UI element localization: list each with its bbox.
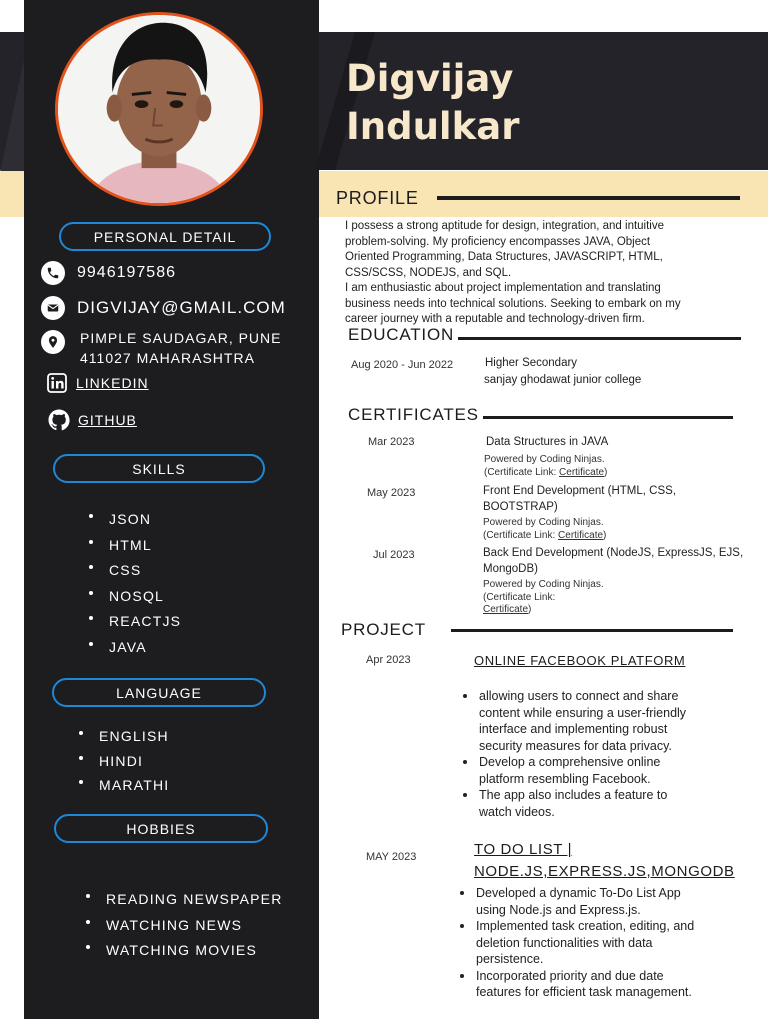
certificate-link-suffix: ) xyxy=(604,466,608,478)
bullet-line: features for efficient task management. xyxy=(476,985,692,999)
list-item: WATCHING MOVIES xyxy=(86,938,283,964)
list-item xyxy=(461,787,686,820)
list-item: MARATHI xyxy=(79,773,169,798)
phone-number: 9946197586 xyxy=(77,264,176,281)
list-item: ENGLISH xyxy=(79,724,169,749)
certificate-link-suffix: ) xyxy=(603,529,607,541)
certificate-title xyxy=(483,546,743,577)
linkedin-row[interactable] xyxy=(47,373,149,393)
project-date: MAY 2023 xyxy=(366,851,417,863)
list-item: NOSQL xyxy=(89,584,181,610)
name-last: Indulkar xyxy=(346,105,520,148)
profile-line: career journey with a reputable and technology-driven firm. xyxy=(345,313,645,325)
list-item: CSS xyxy=(89,558,181,584)
language-heading: LANGUAGE xyxy=(52,678,266,707)
certificate-title: Data Structures in JAVA xyxy=(486,436,609,448)
education-degree: Higher Secondary xyxy=(485,357,578,369)
bullet-line: security measures for data privacy. xyxy=(479,738,672,753)
list-item xyxy=(458,918,694,968)
phone-icon xyxy=(41,261,65,285)
list-item: JSON xyxy=(89,507,181,533)
address-line-2: 411027 MAHARASHTRA xyxy=(80,350,255,366)
certificate-link-prefix: (Certificate Link: xyxy=(483,529,559,541)
list-item: READING NEWSPAPER xyxy=(86,887,283,913)
person-portrait-icon xyxy=(58,15,260,203)
certificate-details xyxy=(483,517,606,542)
certificate-link[interactable]: Certificate xyxy=(558,529,604,541)
profile-summary xyxy=(345,219,681,328)
certificate-provider: Powered by Coding Ninjas. xyxy=(483,579,604,590)
bullet-line: persistence. xyxy=(476,952,544,966)
certificate-title-line: MongoDB) xyxy=(483,562,538,575)
candidate-name xyxy=(346,55,519,151)
bullet-line: watch videos. xyxy=(479,804,555,819)
profile-line: CSS/SCSS, NODEJS, and SQL. xyxy=(345,266,512,279)
skills-heading: SKILLS xyxy=(53,454,265,483)
list-item: WATCHING NEWS xyxy=(86,913,283,939)
address-text xyxy=(80,328,282,368)
list-item: HTML xyxy=(89,533,181,559)
certificates-rule xyxy=(483,416,733,419)
bullet-line: Developed a dynamic To-Do List App xyxy=(476,886,681,900)
bullet-line: interface and implementing robust xyxy=(479,722,668,736)
skills-list xyxy=(89,507,181,660)
certificate-link-line xyxy=(483,530,606,543)
github-icon[interactable] xyxy=(47,408,71,432)
address-row xyxy=(41,328,282,368)
certificate-date: Jul 2023 xyxy=(373,549,415,561)
linkedin-link[interactable]: LINKEDIN xyxy=(76,375,149,391)
list-item xyxy=(458,968,694,1001)
email-address[interactable]: DIGVIJAY@GMAIL.COM xyxy=(77,298,286,317)
profile-heading: PROFILE xyxy=(336,188,419,208)
education-date: Aug 2020 - Jun 2022 xyxy=(351,359,454,371)
bullet-line: allowing users to connect and share xyxy=(479,689,679,703)
list-item xyxy=(458,885,694,918)
address-line-1: PIMPLE SAUDAGAR, PUNE xyxy=(80,330,282,346)
bullet-line: The app also includes a feature to xyxy=(479,788,668,802)
bullet-line: Implemented task creation, editing, and xyxy=(476,919,695,933)
certificate-title-line: Back End Development (NodeJS, ExpressJS, EJS, xyxy=(483,547,744,559)
certificate-link-line xyxy=(483,604,604,617)
personal-detail-heading: PERSONAL DETAIL xyxy=(59,222,271,251)
name-first: Digvijay xyxy=(346,57,514,100)
bullet-line: deletion functionalities with data xyxy=(476,935,653,950)
list-item: HINDI xyxy=(79,749,169,774)
certificate-link[interactable]: Certificate xyxy=(483,604,529,615)
certificate-title xyxy=(483,484,676,515)
profile-line: I possess a strong aptitude for design, integration, and intuitive xyxy=(345,220,665,232)
bullet-line: Incorporated priority and due date xyxy=(476,968,664,983)
project-rule xyxy=(451,629,733,632)
bullet-line: content while ensuring a user-friendly xyxy=(479,705,687,720)
certificate-date: May 2023 xyxy=(367,487,416,499)
certificate-link-prefix: (Certificate Link: xyxy=(483,591,556,603)
github-link[interactable]: GITHUB xyxy=(78,412,137,428)
education-school: sanjay ghodawat junior college xyxy=(484,374,642,386)
certificates-heading: CERTIFICATES xyxy=(348,405,479,424)
location-pin-icon xyxy=(41,330,65,354)
certificate-title-line: BOOTSTRAP) xyxy=(483,500,558,513)
project-bullets xyxy=(458,885,694,1001)
github-row[interactable] xyxy=(47,408,137,432)
certificate-title-line: Front End Development (HTML, CSS, xyxy=(483,485,677,497)
education-heading: EDUCATION xyxy=(348,325,455,344)
certificate-details xyxy=(483,579,604,617)
profile-line: business needs into technical solutions. Seeking to embark on my xyxy=(345,297,681,310)
project-title-line: NODE.JS,EXPRESS.JS,MONGODB xyxy=(474,863,735,880)
list-item xyxy=(461,754,686,787)
certificate-provider: Powered by Coding Ninjas. xyxy=(484,454,605,465)
list-item: JAVA xyxy=(89,635,181,661)
certificate-link-prefix: (Certificate Link: xyxy=(484,466,560,478)
bullet-line: using Node.js and Express.js. xyxy=(476,902,641,917)
project-bullets xyxy=(461,688,686,820)
certificate-date: Mar 2023 xyxy=(368,436,415,448)
certificate-provider: Powered by Coding Ninjas. xyxy=(483,517,604,528)
bullet-line: platform resembling Facebook. xyxy=(479,771,651,786)
certificate-link-line xyxy=(484,467,607,480)
mail-icon xyxy=(41,296,65,320)
certificate-link[interactable]: Certificate xyxy=(559,466,605,478)
hobbies-list xyxy=(86,887,283,964)
language-list xyxy=(79,724,169,798)
hobbies-heading: HOBBIES xyxy=(54,814,268,843)
email-row xyxy=(41,296,286,320)
list-item: REACTJS xyxy=(89,609,181,635)
certificate-details xyxy=(484,454,607,479)
education-rule xyxy=(458,337,741,340)
phone-row xyxy=(41,261,176,285)
project-heading: PROJECT xyxy=(341,620,426,639)
project-title[interactable]: ONLINE FACEBOOK PLATFORM xyxy=(474,653,686,668)
project-date: Apr 2023 xyxy=(366,654,411,666)
certificate-link-suffix: ) xyxy=(528,604,532,615)
profile-line: problem-solving. My proficiency encompasses JAVA, Object xyxy=(345,235,651,248)
profile-photo xyxy=(55,12,263,206)
project-title-line: TO DO LIST | xyxy=(474,841,573,858)
profile-line: Oriented Programming, Data Structures, JAVASCRIPT, HTML, xyxy=(345,251,663,263)
project-title[interactable] xyxy=(474,839,735,883)
list-item xyxy=(461,688,686,754)
bullet-line: Develop a comprehensive online xyxy=(479,755,661,769)
profile-line: I am enthusiastic about project implementation and translating xyxy=(345,282,661,294)
profile-rule xyxy=(437,196,740,200)
linkedin-icon[interactable] xyxy=(47,373,67,393)
